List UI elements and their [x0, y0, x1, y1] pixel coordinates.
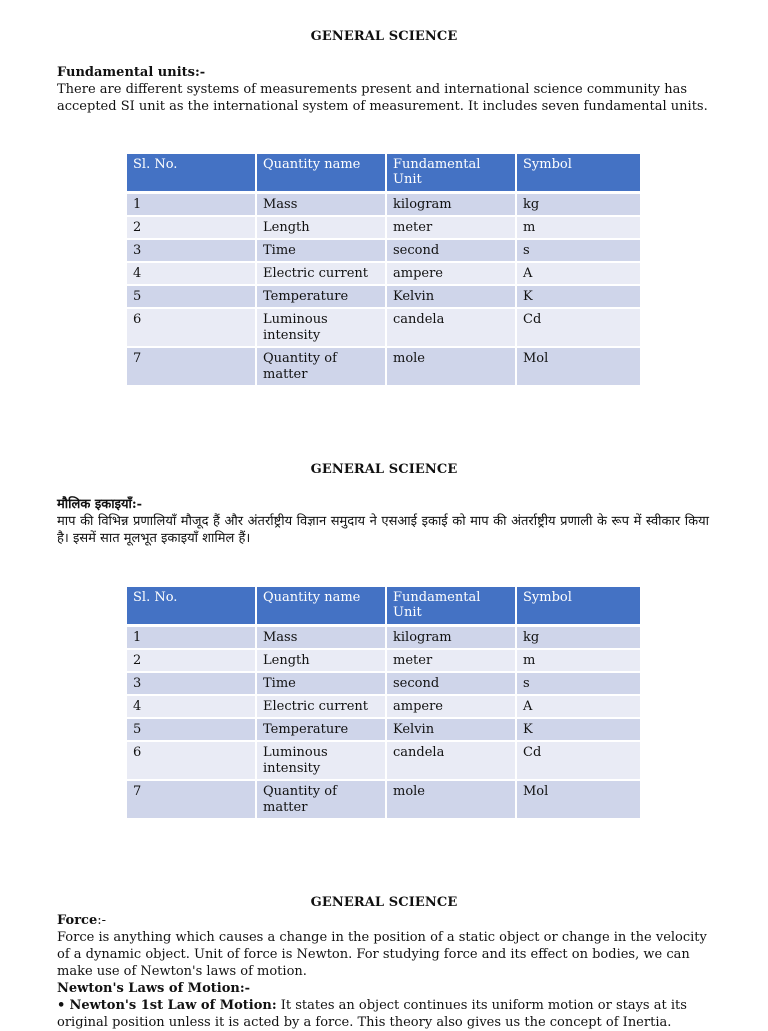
cell-sl-no: 5 — [127, 286, 257, 309]
cell-quantity-name: Mass — [257, 194, 387, 217]
cell-symbol: m — [517, 650, 640, 673]
cell-sl-no: 1 — [127, 627, 257, 650]
table-row — [127, 240, 640, 263]
first-law-item — [57, 997, 709, 1031]
units-table — [127, 154, 640, 387]
section-subheading: मौलिक इकाइयाँ:- — [57, 497, 143, 512]
cell-symbol: K — [517, 286, 640, 309]
cell-sl-no: 6 — [127, 309, 257, 348]
force-paragraph: Force is anything which causes a change in the position of a static object or change in the velocity of a dynamic object. Unit of force is Newton. For studying force and its effect on bodies, we can make use of Newton's laws of motion. — [57, 930, 707, 979]
first-law-label: Newton's 1st Law of Motion: — [69, 998, 277, 1013]
table-row — [127, 650, 640, 673]
table-row — [127, 742, 640, 781]
cell-symbol: Cd — [517, 742, 640, 781]
cell-sl-no: 2 — [127, 217, 257, 240]
cell-symbol: m — [517, 217, 640, 240]
cell-quantity-name: Quantity of matter — [257, 781, 387, 820]
force-label: Force — [57, 913, 98, 928]
cell-fundamental-unit: second — [387, 240, 517, 263]
cell-quantity-name: Time — [257, 240, 387, 263]
cell-sl-no: 3 — [127, 673, 257, 696]
cell-quantity-name: Length — [257, 217, 387, 240]
cell-fundamental-unit: mole — [387, 348, 517, 387]
table-row — [127, 194, 640, 217]
table-row — [127, 627, 640, 650]
cell-symbol: kg — [517, 627, 640, 650]
cell-quantity-name: Temperature — [257, 719, 387, 742]
cell-symbol: s — [517, 673, 640, 696]
bullet-icon: • — [57, 998, 66, 1013]
units-table — [127, 587, 640, 820]
fundamental-units-section — [57, 64, 709, 115]
cell-symbol: Cd — [517, 309, 640, 348]
cell-symbol: kg — [517, 194, 640, 217]
cell-symbol: A — [517, 263, 640, 286]
cell-quantity-name: Quantity of matter — [257, 348, 387, 387]
table-row — [127, 309, 640, 348]
table-row — [127, 348, 640, 387]
column-header-quantity-name: Quantity name — [257, 587, 387, 627]
cell-fundamental-unit: mole — [387, 781, 517, 820]
force-suffix: :- — [97, 913, 107, 928]
cell-fundamental-unit: kilogram — [387, 194, 517, 217]
table-row — [127, 673, 640, 696]
cell-fundamental-unit: candela — [387, 309, 517, 348]
cell-sl-no: 3 — [127, 240, 257, 263]
cell-symbol: Mol — [517, 781, 640, 820]
section-subheading: Fundamental units:- — [57, 65, 206, 80]
cell-sl-no: 4 — [127, 696, 257, 719]
cell-quantity-name: Time — [257, 673, 387, 696]
table-row — [127, 781, 640, 820]
cell-quantity-name: Length — [257, 650, 387, 673]
hindi-units-section — [57, 496, 709, 547]
table-row — [127, 217, 640, 240]
column-header-symbol: Symbol — [517, 587, 640, 627]
section-title: GENERAL SCIENCE — [310, 29, 458, 44]
section-title: GENERAL SCIENCE — [310, 895, 458, 910]
cell-quantity-name: Temperature — [257, 286, 387, 309]
cell-fundamental-unit: ampere — [387, 696, 517, 719]
cell-quantity-name: Electric current — [257, 696, 387, 719]
cell-fundamental-unit: Kelvin — [387, 286, 517, 309]
cell-symbol: A — [517, 696, 640, 719]
cell-quantity-name: Luminous intensity — [257, 742, 387, 781]
table-row — [127, 263, 640, 286]
column-header-symbol: Symbol — [517, 154, 640, 194]
cell-symbol: Mol — [517, 348, 640, 387]
cell-sl-no: 4 — [127, 263, 257, 286]
column-header-quantity-name: Quantity name — [257, 154, 387, 194]
table-header-row — [127, 587, 640, 627]
cell-fundamental-unit: meter — [387, 217, 517, 240]
cell-sl-no: 7 — [127, 348, 257, 387]
cell-fundamental-unit: kilogram — [387, 627, 517, 650]
cell-fundamental-unit: candela — [387, 742, 517, 781]
cell-sl-no: 6 — [127, 742, 257, 781]
table-row — [127, 719, 640, 742]
cell-fundamental-unit: second — [387, 673, 517, 696]
laws-heading: Newton's Laws of Motion:- — [57, 981, 251, 996]
table-row — [127, 696, 640, 719]
section-title: GENERAL SCIENCE — [310, 462, 458, 477]
cell-quantity-name: Luminous intensity — [257, 309, 387, 348]
force-heading — [57, 912, 709, 929]
column-header-sl-no: Sl. No. — [127, 154, 257, 194]
cell-sl-no: 1 — [127, 194, 257, 217]
cell-quantity-name: Mass — [257, 627, 387, 650]
column-header-fundamental-unit: Fundamental Unit — [387, 587, 517, 627]
cell-fundamental-unit: meter — [387, 650, 517, 673]
cell-fundamental-unit: ampere — [387, 263, 517, 286]
first-law-text: It states an object continues its uniform motion or stays at its original position unless it is acted by a force. This theory also gives us the concept of Inertia. — [57, 998, 687, 1030]
section-paragraph: There are different systems of measurements present and international science community has accepted SI unit as the international system of measurement. It includes seven fundamental units. — [57, 82, 708, 114]
cell-quantity-name: Electric current — [257, 263, 387, 286]
table-row — [127, 286, 640, 309]
cell-sl-no: 7 — [127, 781, 257, 820]
cell-sl-no: 2 — [127, 650, 257, 673]
column-header-sl-no: Sl. No. — [127, 587, 257, 627]
section-paragraph: माप की विभिन्न प्रणालियाँ मौजूद हैं और अंतर्राष्ट्रीय विज्ञान समुदाय ने एसआई इकाई को माप की अंतर्राष्ट्रीय प्रणाली के रूप में स्वीकार किया है। इसमें सात मूलभूत इकाइयाँ शामिल हैं। — [57, 514, 709, 546]
cell-symbol: K — [517, 719, 640, 742]
table-header-row — [127, 154, 640, 194]
cell-sl-no: 5 — [127, 719, 257, 742]
column-header-fundamental-unit: Fundamental Unit — [387, 154, 517, 194]
force-section — [57, 912, 709, 1031]
cell-fundamental-unit: Kelvin — [387, 719, 517, 742]
cell-symbol: s — [517, 240, 640, 263]
